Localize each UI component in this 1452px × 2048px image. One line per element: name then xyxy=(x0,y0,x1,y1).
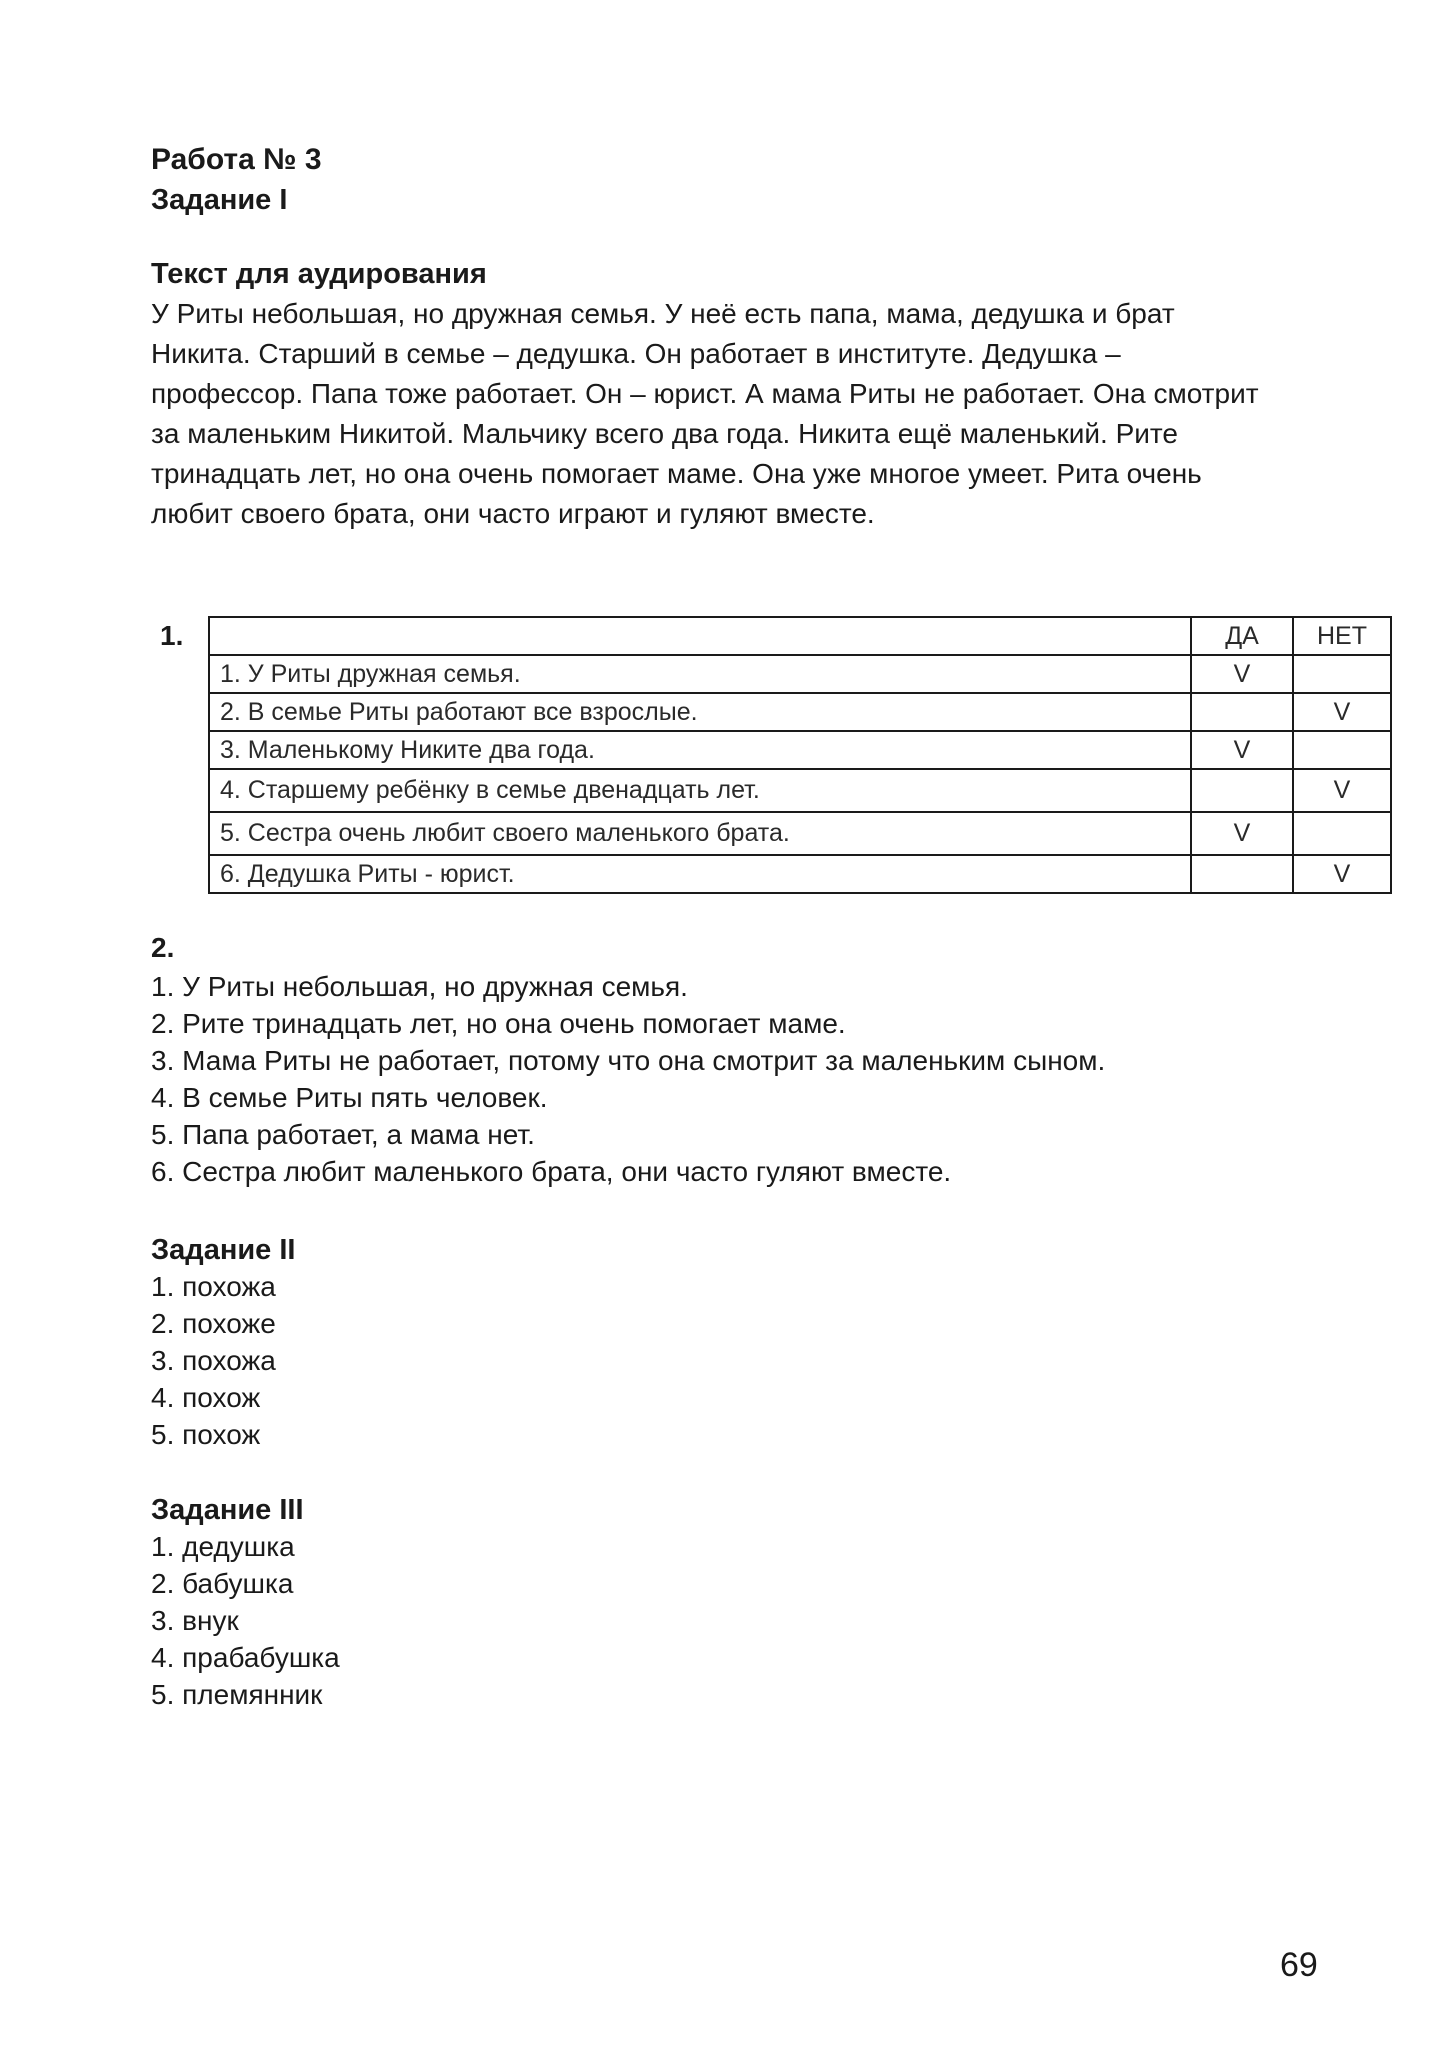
list-item: 5. Папа работает, а мама нет. xyxy=(151,1119,535,1150)
task2-list xyxy=(151,1268,276,1453)
no-mark-cell: V xyxy=(1293,855,1391,893)
list-item: 4. похож xyxy=(151,1382,261,1413)
list-item: 6. Сестра любит маленького брата, они часто гуляют вместе. xyxy=(151,1156,952,1187)
yes-mark-cell xyxy=(1191,855,1293,893)
task3-title: Задание III xyxy=(151,1494,304,1526)
column-yes-header: ДА xyxy=(1191,617,1293,655)
table-header-row xyxy=(209,617,1391,655)
true-false-table xyxy=(208,616,1392,894)
list-item: 4. В семье Риты пять человек. xyxy=(151,1082,548,1113)
yes-mark-cell xyxy=(1191,693,1293,731)
table-row xyxy=(209,655,1391,693)
no-mark-cell: V xyxy=(1293,693,1391,731)
table-row xyxy=(209,769,1391,812)
no-mark-cell: V xyxy=(1293,769,1391,812)
column-no-header: НЕТ xyxy=(1293,617,1391,655)
task2-title: Задание II xyxy=(151,1234,296,1266)
no-mark-cell xyxy=(1293,812,1391,855)
listening-title: Текст для аудирования xyxy=(151,258,487,290)
statement-cell: 6. Дедушка Риты - юрист. xyxy=(209,855,1191,893)
listening-text xyxy=(151,294,1331,534)
list-item: 2. похоже xyxy=(151,1308,276,1339)
table-row xyxy=(209,812,1391,855)
no-mark-cell xyxy=(1293,731,1391,769)
list-item: 4. прабабушка xyxy=(151,1642,340,1673)
listening-line: Никита. Старший в семье – дедушка. Он работает в институте. Дедушка – xyxy=(151,338,1121,369)
page-number: 69 xyxy=(1280,1946,1318,1984)
task1-title: Задание I xyxy=(151,184,288,216)
table-row xyxy=(209,731,1391,769)
listening-line: профессор. Папа тоже работает. Он – юрист. А мама Риты не работает. Она смотрит xyxy=(151,378,1259,409)
exercise2-number: 2. xyxy=(151,932,175,963)
list-item: 2. Рите тринадцать лет, но она очень помогает маме. xyxy=(151,1008,846,1039)
list-item: 2. бабушка xyxy=(151,1568,294,1599)
no-mark-cell xyxy=(1293,655,1391,693)
yes-mark-cell xyxy=(1191,769,1293,812)
statement-cell: 4. Старшему ребёнку в семье двенадцать лет. xyxy=(209,769,1191,812)
table-row xyxy=(209,855,1391,893)
yes-mark-cell: V xyxy=(1191,731,1293,769)
table-header-empty xyxy=(209,617,1191,655)
exercise2-list xyxy=(151,968,1105,1190)
exercise1-number: 1. xyxy=(160,620,184,651)
listening-line: У Риты небольшая, но дружная семья. У неё есть папа, мама, дедушка и брат xyxy=(151,298,1175,329)
statement-cell: 3. Маленькому Никите два года. xyxy=(209,731,1191,769)
list-item: 1. У Риты небольшая, но дружная семья. xyxy=(151,971,688,1002)
list-item: 3. похожа xyxy=(151,1345,276,1376)
yes-mark-cell: V xyxy=(1191,655,1293,693)
list-item: 1. похожа xyxy=(151,1271,276,1302)
list-item: 3. Мама Риты не работает, потому что она смотрит за маленьким сыном. xyxy=(151,1045,1106,1076)
list-item: 3. внук xyxy=(151,1605,239,1636)
list-item: 1. дедушка xyxy=(151,1531,295,1562)
task3-list xyxy=(151,1528,340,1713)
statement-cell: 1. У Риты дружная семья. xyxy=(209,655,1191,693)
list-item: 5. племянник xyxy=(151,1679,323,1710)
listening-line: тринадцать лет, но она очень помогает маме. Она уже многое умеет. Рита очень xyxy=(151,458,1202,489)
listening-line: любит своего брата, они часто играют и гуляют вместе. xyxy=(151,498,875,529)
statement-cell: 5. Сестра очень любит своего маленького брата. xyxy=(209,812,1191,855)
work-title: Работа № 3 xyxy=(151,143,322,176)
table-row xyxy=(209,693,1391,731)
yes-mark-cell: V xyxy=(1191,812,1293,855)
listening-line: за маленьким Никитой. Мальчику всего два года. Никита ещё маленький. Рите xyxy=(151,418,1178,449)
list-item: 5. похож xyxy=(151,1419,261,1450)
statement-cell: 2. В семье Риты работают все взрослые. xyxy=(209,693,1191,731)
